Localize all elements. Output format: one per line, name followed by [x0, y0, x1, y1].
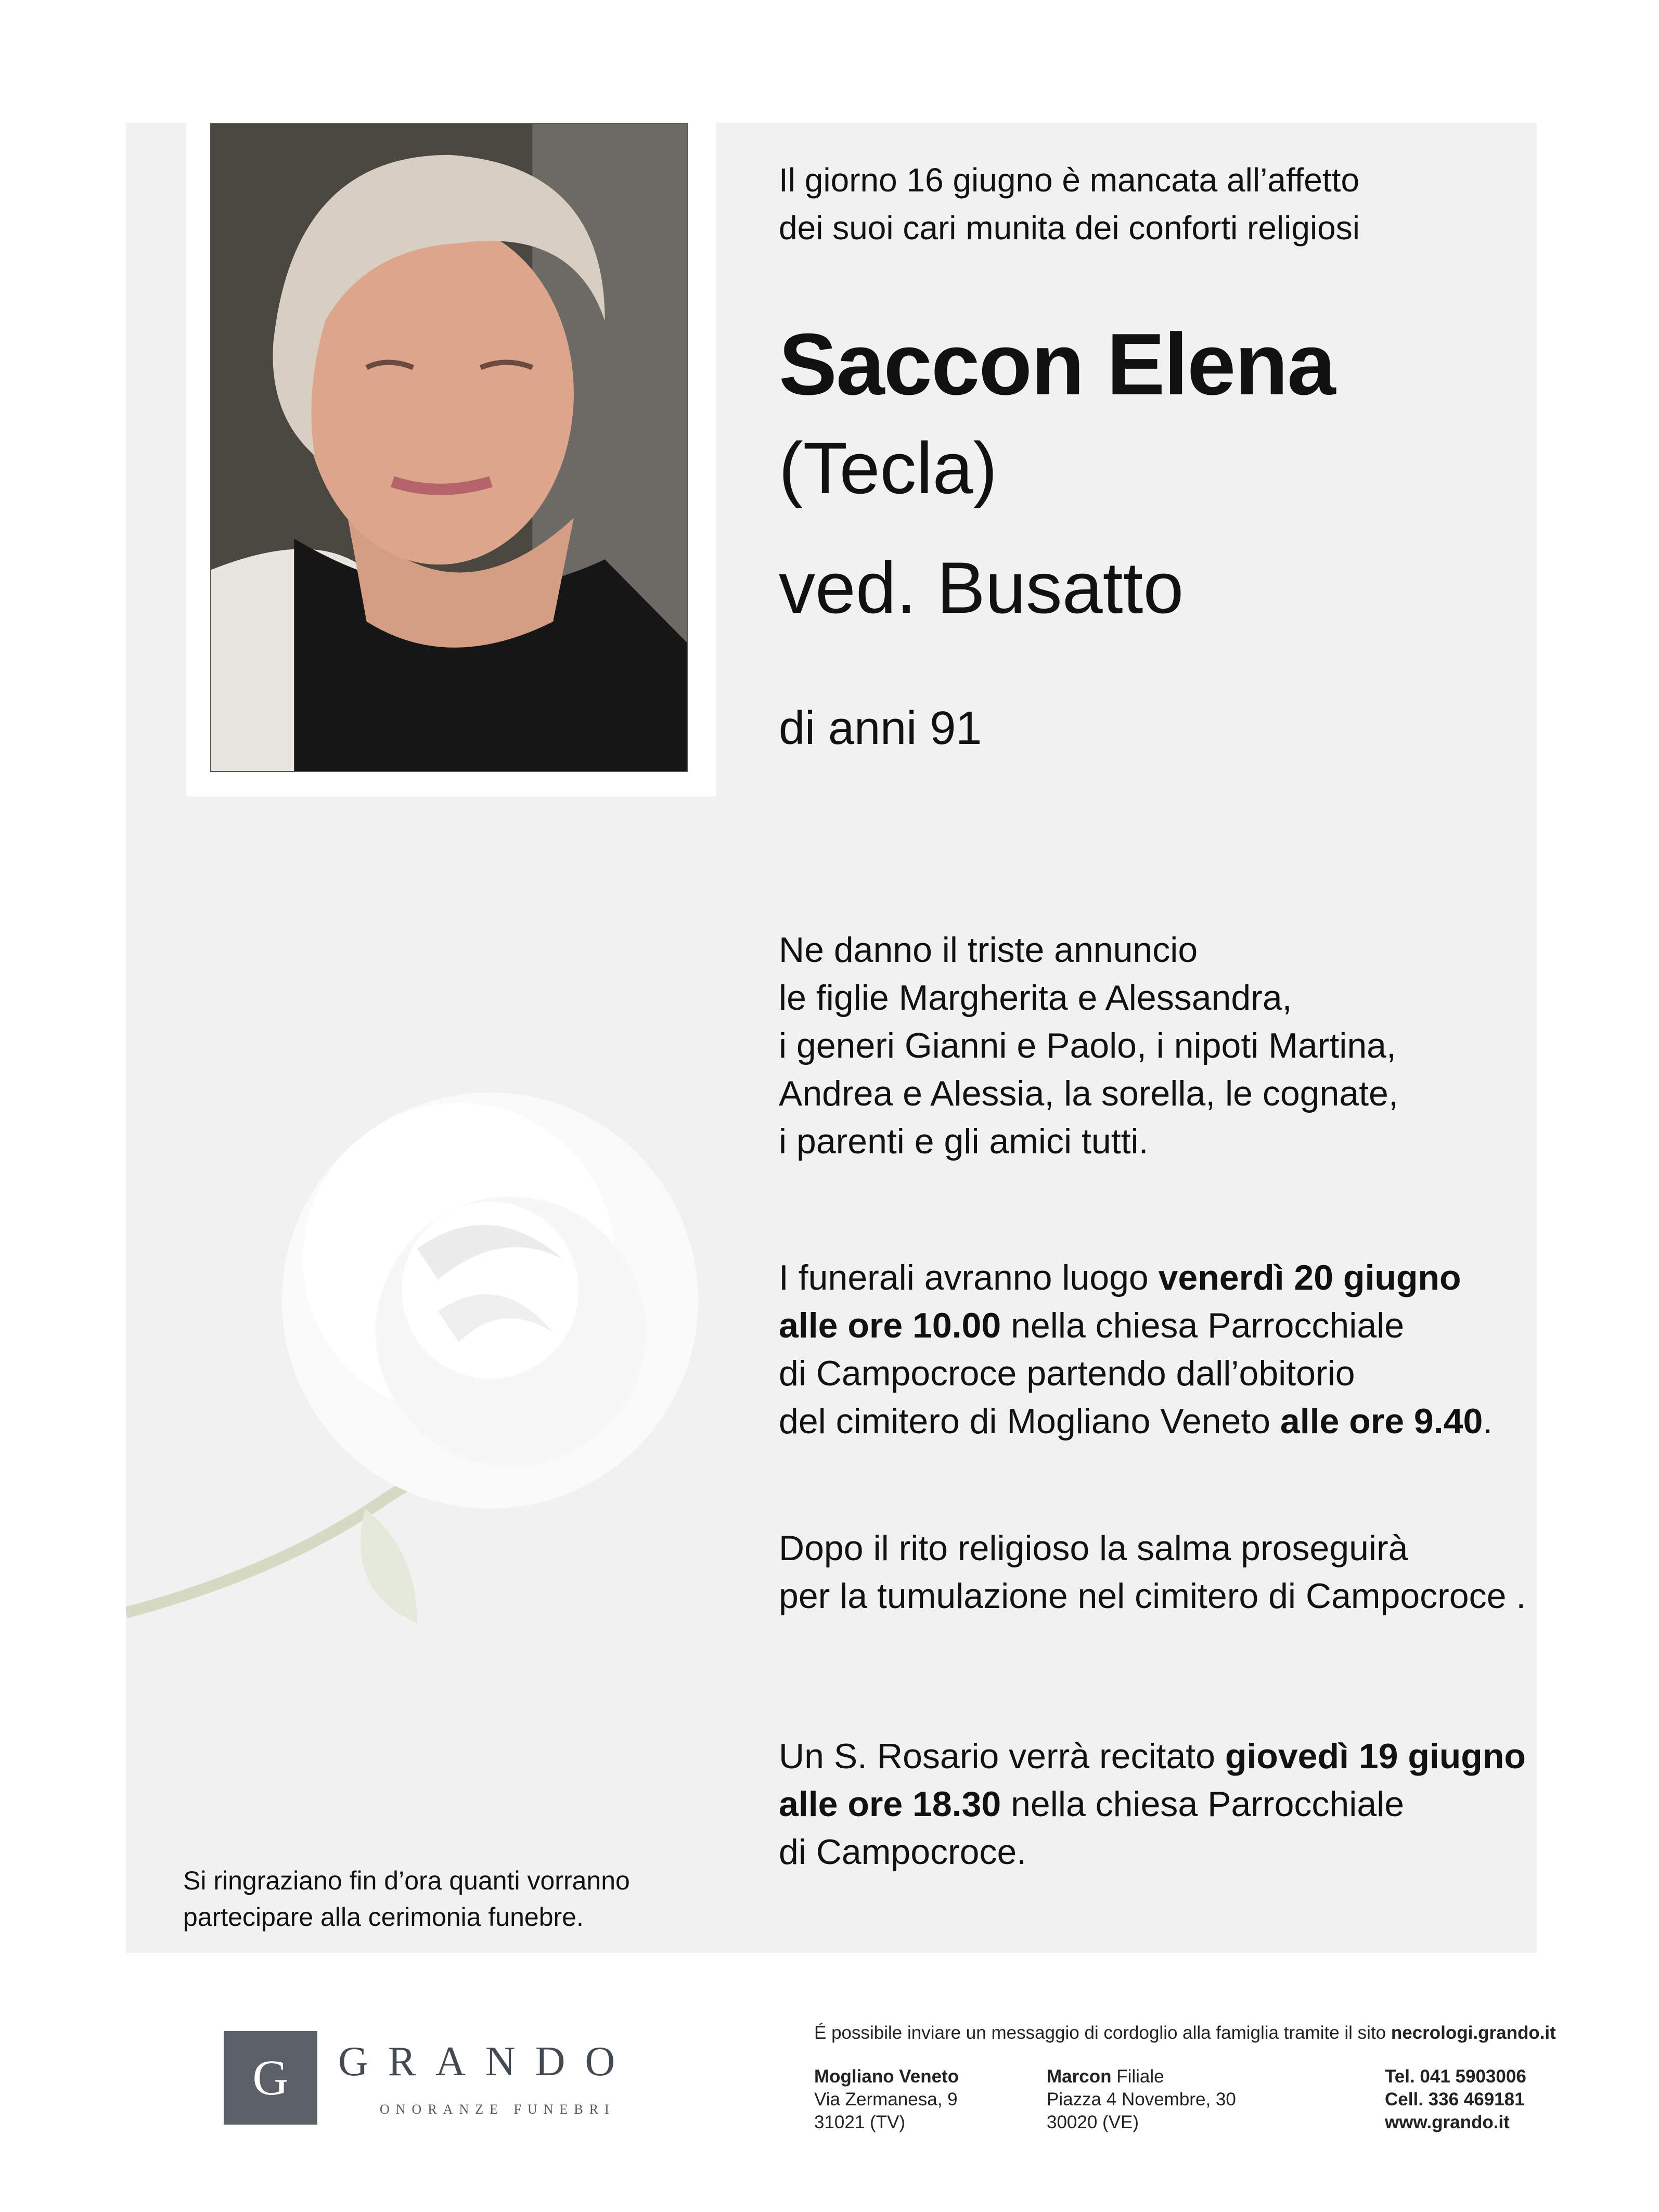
deceased-age: di anni 91	[779, 702, 982, 754]
deceased-name: Saccon Elena	[779, 315, 1335, 413]
rosary-paragraph: Un S. Rosario verrà recitato giovedì 19 giugno alle ore 18.30 nella chiesa Parrocchiale di Campocroce.	[779, 1737, 1526, 1872]
grando-logo-subtitle: ONORANZE FUNEBRI	[380, 2102, 615, 2117]
phone-number[interactable]: Tel. 041 5903006	[1385, 2066, 1526, 2087]
mourners-paragraph: Ne danno il triste annuncio le figlie Margherita e Alessandra, i generi Gianni e Paolo, i nipoti Martina, Andrea e Alessia, la sorella, le cognate, i parenti e gli amici tutti.	[779, 930, 1398, 1161]
deceased-nickname: (Tecla)	[779, 427, 998, 509]
death-announcement-intro: Il giorno 16 giugno è mancata all’affetto dei suoi cari munita dei conforti religiosi	[779, 161, 1360, 247]
cell-number[interactable]: Cell. 336 469181	[1385, 2089, 1525, 2110]
contacts	[1385, 2065, 1526, 2134]
funeral-paragraph: I funerali avranno luogo venerdì 20 giugno alle ore 10.00 nella chiesa Parrocchiale di Campocroce partendo dall’obitorio del cimitero di Mogliano Veneto alle ore 9.40.	[779, 1258, 1493, 1441]
grando-logo-mark: G	[224, 2031, 317, 2125]
condolence-site-link[interactable]: necrologi.grando.it	[1391, 2023, 1556, 2043]
white-rose-illustration	[126, 1040, 802, 1717]
portrait-photo	[210, 123, 688, 772]
burial-paragraph: Dopo il rito religioso la salma proseguirà per la tumulazione nel cimitero di Campocroce .	[779, 1528, 1526, 1616]
condolence-note: É possibile inviare un messaggio di cordoglio alla famiglia tramite il sito necrologi.grando.it	[814, 2023, 1556, 2043]
grando-logo-wordmark: GRANDO	[338, 2039, 635, 2085]
website-link[interactable]: www.grando.it	[1385, 2112, 1510, 2132]
deceased-widow-of: ved. Busatto	[779, 547, 1184, 628]
office-marcon: Marcon Filiale Piazza 4 Novembre, 30 30020 (VE)	[1047, 2066, 1236, 2132]
thanks-note: Si ringraziano fin d’ora quanti vorranno partecipare alla cerimonia funebre.	[183, 1866, 630, 1932]
office-mogliano: Mogliano Veneto Via Zermanesa, 9 31021 (TV)	[814, 2066, 959, 2132]
